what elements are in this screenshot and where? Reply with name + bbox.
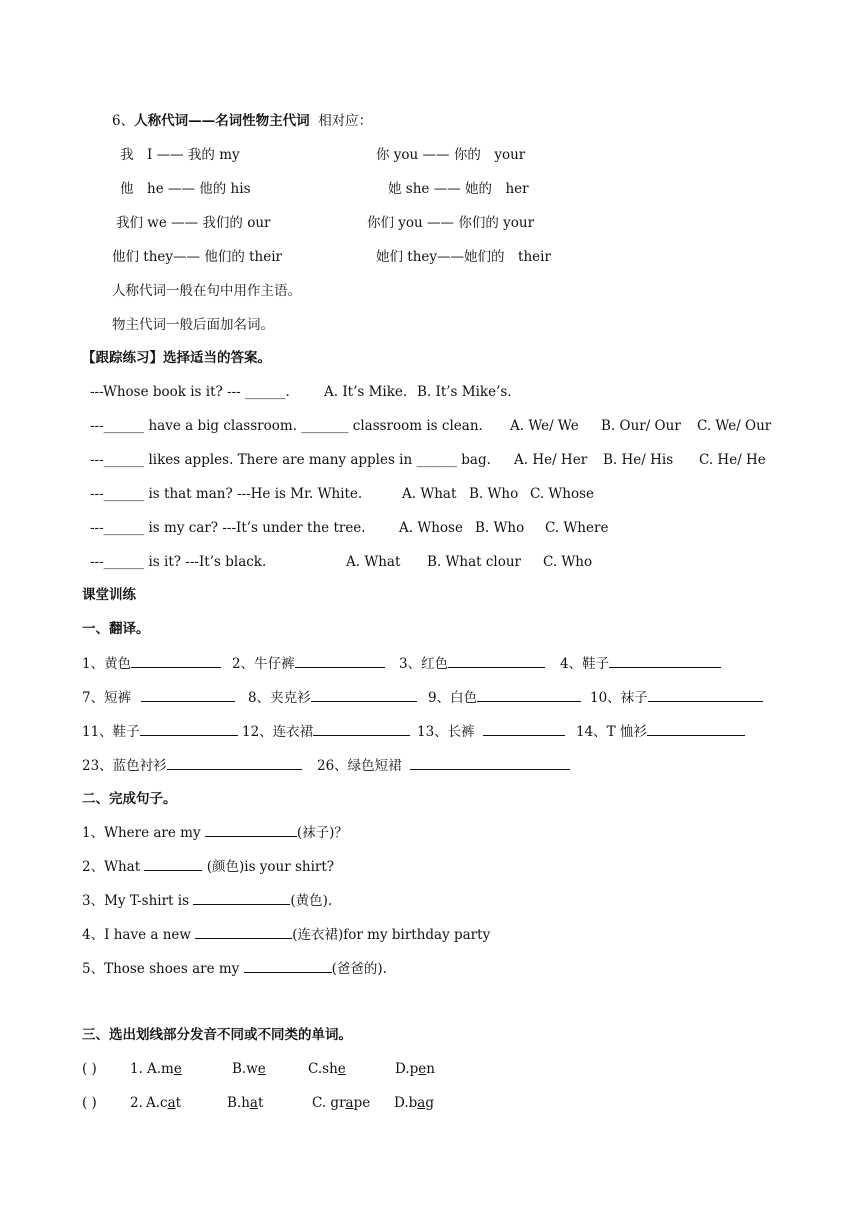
underlined-letters: e: [173, 1061, 182, 1077]
pair-left-3: 我们 we —— 我们的 our: [116, 215, 271, 231]
practice-question: ---______ is it? ---It’s black.: [90, 554, 267, 570]
practice-item: [90, 553, 850, 571]
practice-option: A. We/ We: [510, 418, 579, 434]
phonics-option: [146, 1094, 181, 1112]
sentence-suffix: (颜色)is your shirt?: [202, 859, 335, 875]
practice-option: B. He/ His: [603, 452, 674, 468]
item-number: 1.: [130, 1061, 143, 1077]
answer-blank[interactable]: [647, 722, 745, 736]
translation-item: [82, 756, 302, 775]
option-text: pe: [353, 1095, 371, 1111]
practice-option: B. Who: [469, 486, 519, 502]
translation-prompt: 1、黄色: [82, 656, 132, 672]
translation-row: [82, 654, 852, 672]
option-text: g: [425, 1095, 434, 1111]
translation-prompt: 8、夹克衫: [248, 690, 311, 706]
sentence-item: [82, 823, 348, 842]
practice-item: [90, 485, 850, 503]
pair-right-2: 她 she —— 她的 her: [388, 181, 529, 197]
answer-blank[interactable]: [195, 925, 292, 939]
answer-blank[interactable]: [193, 891, 290, 905]
underlined-letters: e: [418, 1061, 427, 1077]
translation-prompt: 23、蓝色衬衫: [82, 758, 167, 774]
practice-question: ---Whose book is it? --- ______.: [90, 384, 290, 400]
option-text: B.w: [232, 1061, 258, 1077]
answer-blank[interactable]: [140, 722, 238, 736]
translation-row: [82, 688, 852, 706]
answer-blank[interactable]: [609, 654, 721, 668]
sentence-suffix: (连衣裙)for my birthday party: [292, 927, 491, 943]
sentence-prefix: 1、Where are my: [82, 825, 205, 841]
translation-item: [317, 756, 570, 775]
underlined-letters: a: [417, 1095, 426, 1111]
practice-item: [90, 451, 850, 469]
practice-heading: 【跟踪练习】选择适当的答案。: [82, 350, 271, 366]
note-possessive: 物主代词一般后面加名词。: [112, 317, 274, 333]
practice-option: C. Where: [545, 520, 609, 536]
section6-num: 6、: [112, 113, 135, 129]
sentence-item: [82, 925, 490, 944]
translation-prompt: 2、牛仔裤: [232, 656, 295, 672]
phonics-item: [82, 1060, 582, 1078]
answer-blank[interactable]: [141, 688, 235, 702]
translation-prompt: 12、连衣裙: [242, 724, 314, 740]
option-text: C.sh: [308, 1061, 338, 1077]
phonics-option: [395, 1060, 435, 1078]
underlined-letters: a: [167, 1095, 176, 1111]
answer-blank[interactable]: [448, 654, 545, 668]
practice-option: A. Whose: [399, 520, 463, 536]
answer-blank[interactable]: [410, 756, 570, 770]
practice-question: ---______ is that man? ---He is Mr. White.: [90, 486, 363, 502]
practice-option: B. What clour: [427, 554, 521, 570]
section6-title-tail: 相对应：: [318, 113, 373, 129]
translation-item: [232, 654, 385, 673]
translation-item: [248, 688, 417, 707]
translation-item: [82, 654, 221, 673]
underlined-letters: a: [345, 1095, 354, 1111]
part2-heading: 二、完成句子。: [82, 791, 177, 807]
practice-question: ---______ likes apples. There are many apples in ______ bag.: [90, 452, 491, 468]
translation-prompt: 3、红色: [399, 656, 449, 672]
section6-heading: [112, 112, 372, 130]
translation-item: [428, 688, 581, 707]
translation-item: [576, 722, 745, 741]
practice-question: ---______ is my car? ---It’s under the tree.: [90, 520, 366, 536]
option-text: C. gr: [312, 1095, 346, 1111]
answer-blank[interactable]: [295, 654, 385, 668]
phonics-option: [147, 1060, 182, 1078]
option-text: A.m: [147, 1061, 174, 1077]
translation-prompt: 14、T 恤衫: [576, 724, 647, 740]
phonics-option: [312, 1094, 370, 1112]
option-text: n: [426, 1061, 435, 1077]
practice-option: B. Who: [475, 520, 525, 536]
answer-blank[interactable]: [483, 722, 565, 736]
answer-blank[interactable]: [311, 688, 417, 702]
underlined-letters: a: [249, 1095, 258, 1111]
practice-item: [90, 417, 850, 435]
translation-item: [590, 688, 763, 707]
option-text: D.p: [395, 1061, 419, 1077]
classroom-heading: 课堂训练: [82, 587, 136, 603]
pair-left-2: 他 he —— 他的 his: [120, 181, 251, 197]
note-subject: 人称代词一般在句中用作主语。: [112, 283, 301, 299]
translation-prompt: 13、长裤: [417, 724, 475, 740]
sentence-item: [82, 959, 387, 978]
translation-prompt: 7、短裤: [82, 690, 132, 706]
section6-title: 人称代词——名词性物主代词: [134, 113, 310, 129]
sentence-prefix: 3、My T-shirt is: [82, 893, 194, 909]
translation-item: [242, 722, 410, 741]
item-number: 2.: [130, 1095, 143, 1111]
pair-right-3: 你们 you —— 你们的 your: [367, 215, 535, 231]
part3-heading: 三、选出划线部分发音不同或不同类的单词。: [82, 1027, 352, 1043]
sentence-item: [82, 891, 332, 910]
pair-right-4: 她们 they——她们的 their: [376, 249, 551, 265]
sentence-prefix: 4、I have a new: [82, 927, 196, 943]
practice-option: C. He/ He: [699, 452, 766, 468]
sentence-suffix: (袜子)？: [296, 825, 348, 841]
answer-blank[interactable]: [313, 722, 410, 736]
answer-blank[interactable]: [477, 688, 581, 702]
option-text: D.b: [394, 1095, 418, 1111]
translation-item: [82, 722, 238, 741]
answer-blank[interactable]: [648, 688, 763, 702]
option-text: t: [257, 1095, 264, 1111]
sentence-suffix: (黄色).: [290, 893, 333, 909]
translation-item: [417, 722, 565, 741]
practice-item: [90, 383, 850, 401]
translation-prompt: 9、白色: [428, 690, 478, 706]
underlined-letters: e: [337, 1061, 346, 1077]
practice-option: A. What: [402, 486, 457, 502]
translation-item: [560, 654, 721, 673]
practice-item: [90, 519, 850, 537]
sentence-prefix: 2、What: [82, 859, 145, 875]
translation-prompt: 26、绿色短裙: [317, 758, 402, 774]
option-text: t: [175, 1095, 182, 1111]
pair-left-4: 他们 they—— 他们的 their: [112, 249, 282, 265]
translation-prompt: 11、鞋子: [82, 724, 140, 740]
phonics-option: [308, 1060, 346, 1078]
answer-blank[interactable]: [244, 959, 332, 973]
answer-blank[interactable]: [205, 823, 297, 837]
practice-option: C. Who: [543, 554, 593, 570]
answer-blank[interactable]: [144, 857, 202, 871]
underlined-letters: e: [257, 1061, 266, 1077]
phonics-option: [232, 1060, 266, 1078]
practice-option: A. He/ Her: [514, 452, 588, 468]
practice-option: A. What: [346, 554, 401, 570]
practice-option: C. We/ Our: [697, 418, 772, 434]
phonics-option: [227, 1094, 263, 1112]
phonics-item: [82, 1094, 582, 1112]
practice-option: C. Whose: [530, 486, 595, 502]
sentence-item: [82, 857, 334, 876]
translation-prompt: 4、鞋子: [560, 656, 610, 672]
answer-paren[interactable]: ( ): [82, 1061, 97, 1077]
pair-left-1: 我 I —— 我的 my: [120, 147, 240, 163]
phonics-option: [394, 1094, 434, 1112]
practice-option: B. Our/ Our: [601, 418, 681, 434]
option-text: B.h: [227, 1095, 250, 1111]
practice-question: ---______ have a big classroom. _______ classroom is clean.: [90, 418, 483, 434]
answer-paren[interactable]: ( ): [82, 1095, 97, 1111]
practice-option: B. It’s Mike’s.: [417, 384, 512, 400]
pair-right-1: 你 you —— 你的 your: [376, 147, 526, 163]
translation-row: [82, 756, 852, 774]
translation-item: [82, 688, 235, 707]
practice-option: A. It’s Mike.: [324, 384, 408, 400]
option-text: A.c: [146, 1095, 168, 1111]
part1-heading: 一、翻译。: [82, 621, 150, 637]
sentence-prefix: 5、Those shoes are my: [82, 961, 244, 977]
answer-blank[interactable]: [131, 654, 221, 668]
answer-blank[interactable]: [167, 756, 302, 770]
translation-item: [399, 654, 545, 673]
translation-row: [82, 722, 852, 740]
sentence-suffix: (爸爸的).: [331, 961, 387, 977]
translation-prompt: 10、袜子: [590, 690, 648, 706]
